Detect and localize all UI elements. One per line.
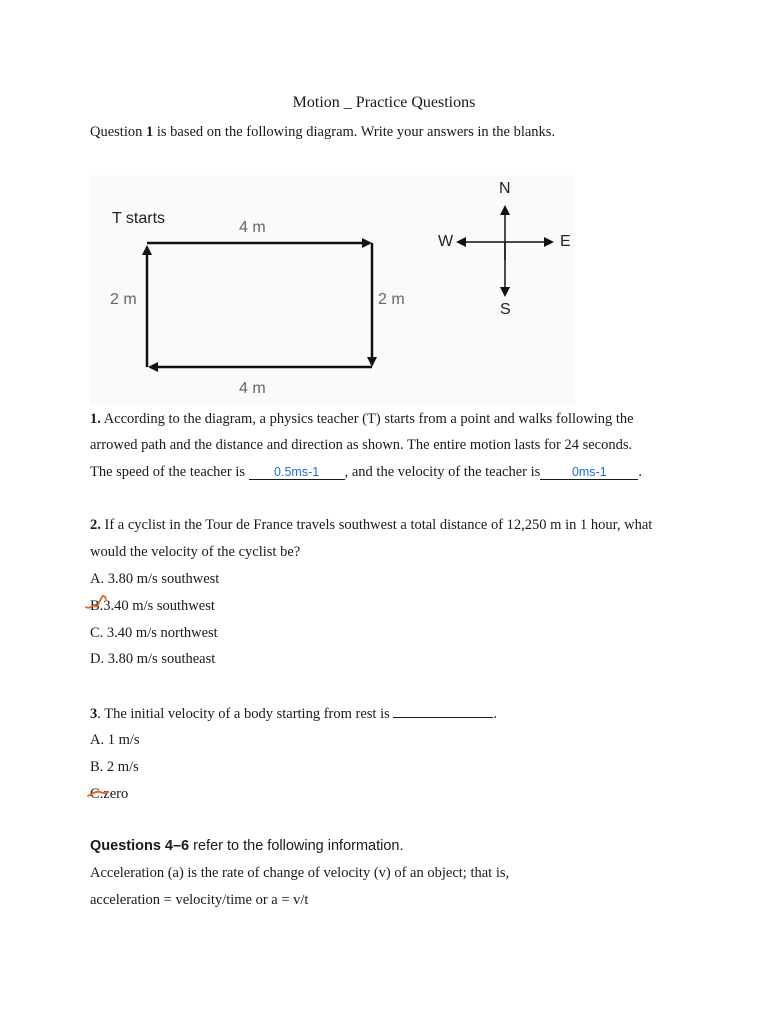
q1-line2: arrowed path and the distance and direction as shown. The entire motion lasts for 24 seconds.: [90, 437, 633, 453]
top-side-label: 4 m: [239, 219, 266, 236]
q1-line3: The speed of the teacher is 0.5ms-1 , and the velocity of the teacher is 0ms-1 .: [90, 464, 642, 480]
q46-line1: Acceleration (a) is the rate of change of velocity (v) of an object; that is,: [90, 865, 510, 881]
q3-option-c[interactable]: C.zero: [90, 786, 129, 802]
compass-south-label: S: [500, 301, 511, 318]
compass-east-label: E: [560, 233, 571, 250]
intro-number: 1: [145, 124, 154, 140]
start-label: T starts: [112, 210, 166, 227]
selected-answer-mark-icon: [86, 786, 110, 800]
left-side-label: 2 m: [110, 291, 137, 308]
right-side-label: 2 m: [378, 291, 405, 308]
bottom-side-label: 4 m: [239, 380, 266, 397]
velocity-answer-blank[interactable]: 0ms-1: [540, 465, 638, 480]
q3-option-a[interactable]: A. 1 m/s: [90, 732, 140, 748]
page-title: Motion _ Practice Questions: [292, 94, 476, 111]
compass-north-label: N: [499, 180, 511, 197]
q2-option-c[interactable]: C. 3.40 m/s northwest: [90, 625, 218, 641]
q3-option-b[interactable]: B. 2 m/s: [90, 759, 139, 775]
q46-line2: acceleration = velocity/time or a = v/t: [90, 892, 309, 908]
q3-answer-blank[interactable]: [393, 705, 493, 718]
selected-answer-mark-icon: [84, 594, 112, 612]
compass-west-label: W: [438, 233, 454, 250]
q2-option-d[interactable]: D. 3.80 m/s southeast: [90, 651, 216, 667]
intro-line: Question 1 is based on the following diagram. Write your answers in the blanks.: [90, 124, 556, 140]
q2-option-b[interactable]: B.3.40 m/s southwest: [90, 598, 215, 614]
q2-line1: 2. If a cyclist in the Tour de France travels southwest a total distance of 12,250 m in 1 hour, what: [90, 517, 653, 533]
q2-option-a[interactable]: A. 3.80 m/s southwest: [90, 571, 220, 587]
speed-answer-blank[interactable]: 0.5ms-1: [249, 465, 345, 480]
q2-line2: would the velocity of the cyclist be?: [90, 544, 301, 560]
q3-line1: 3. The initial velocity of a body starting from rest is .: [90, 706, 497, 722]
q46-heading: Questions 4–6 refer to the following information.: [90, 838, 404, 854]
q1-line1: 1. According to the diagram, a physics teacher (T) starts from a point and walks following the: [90, 411, 634, 427]
